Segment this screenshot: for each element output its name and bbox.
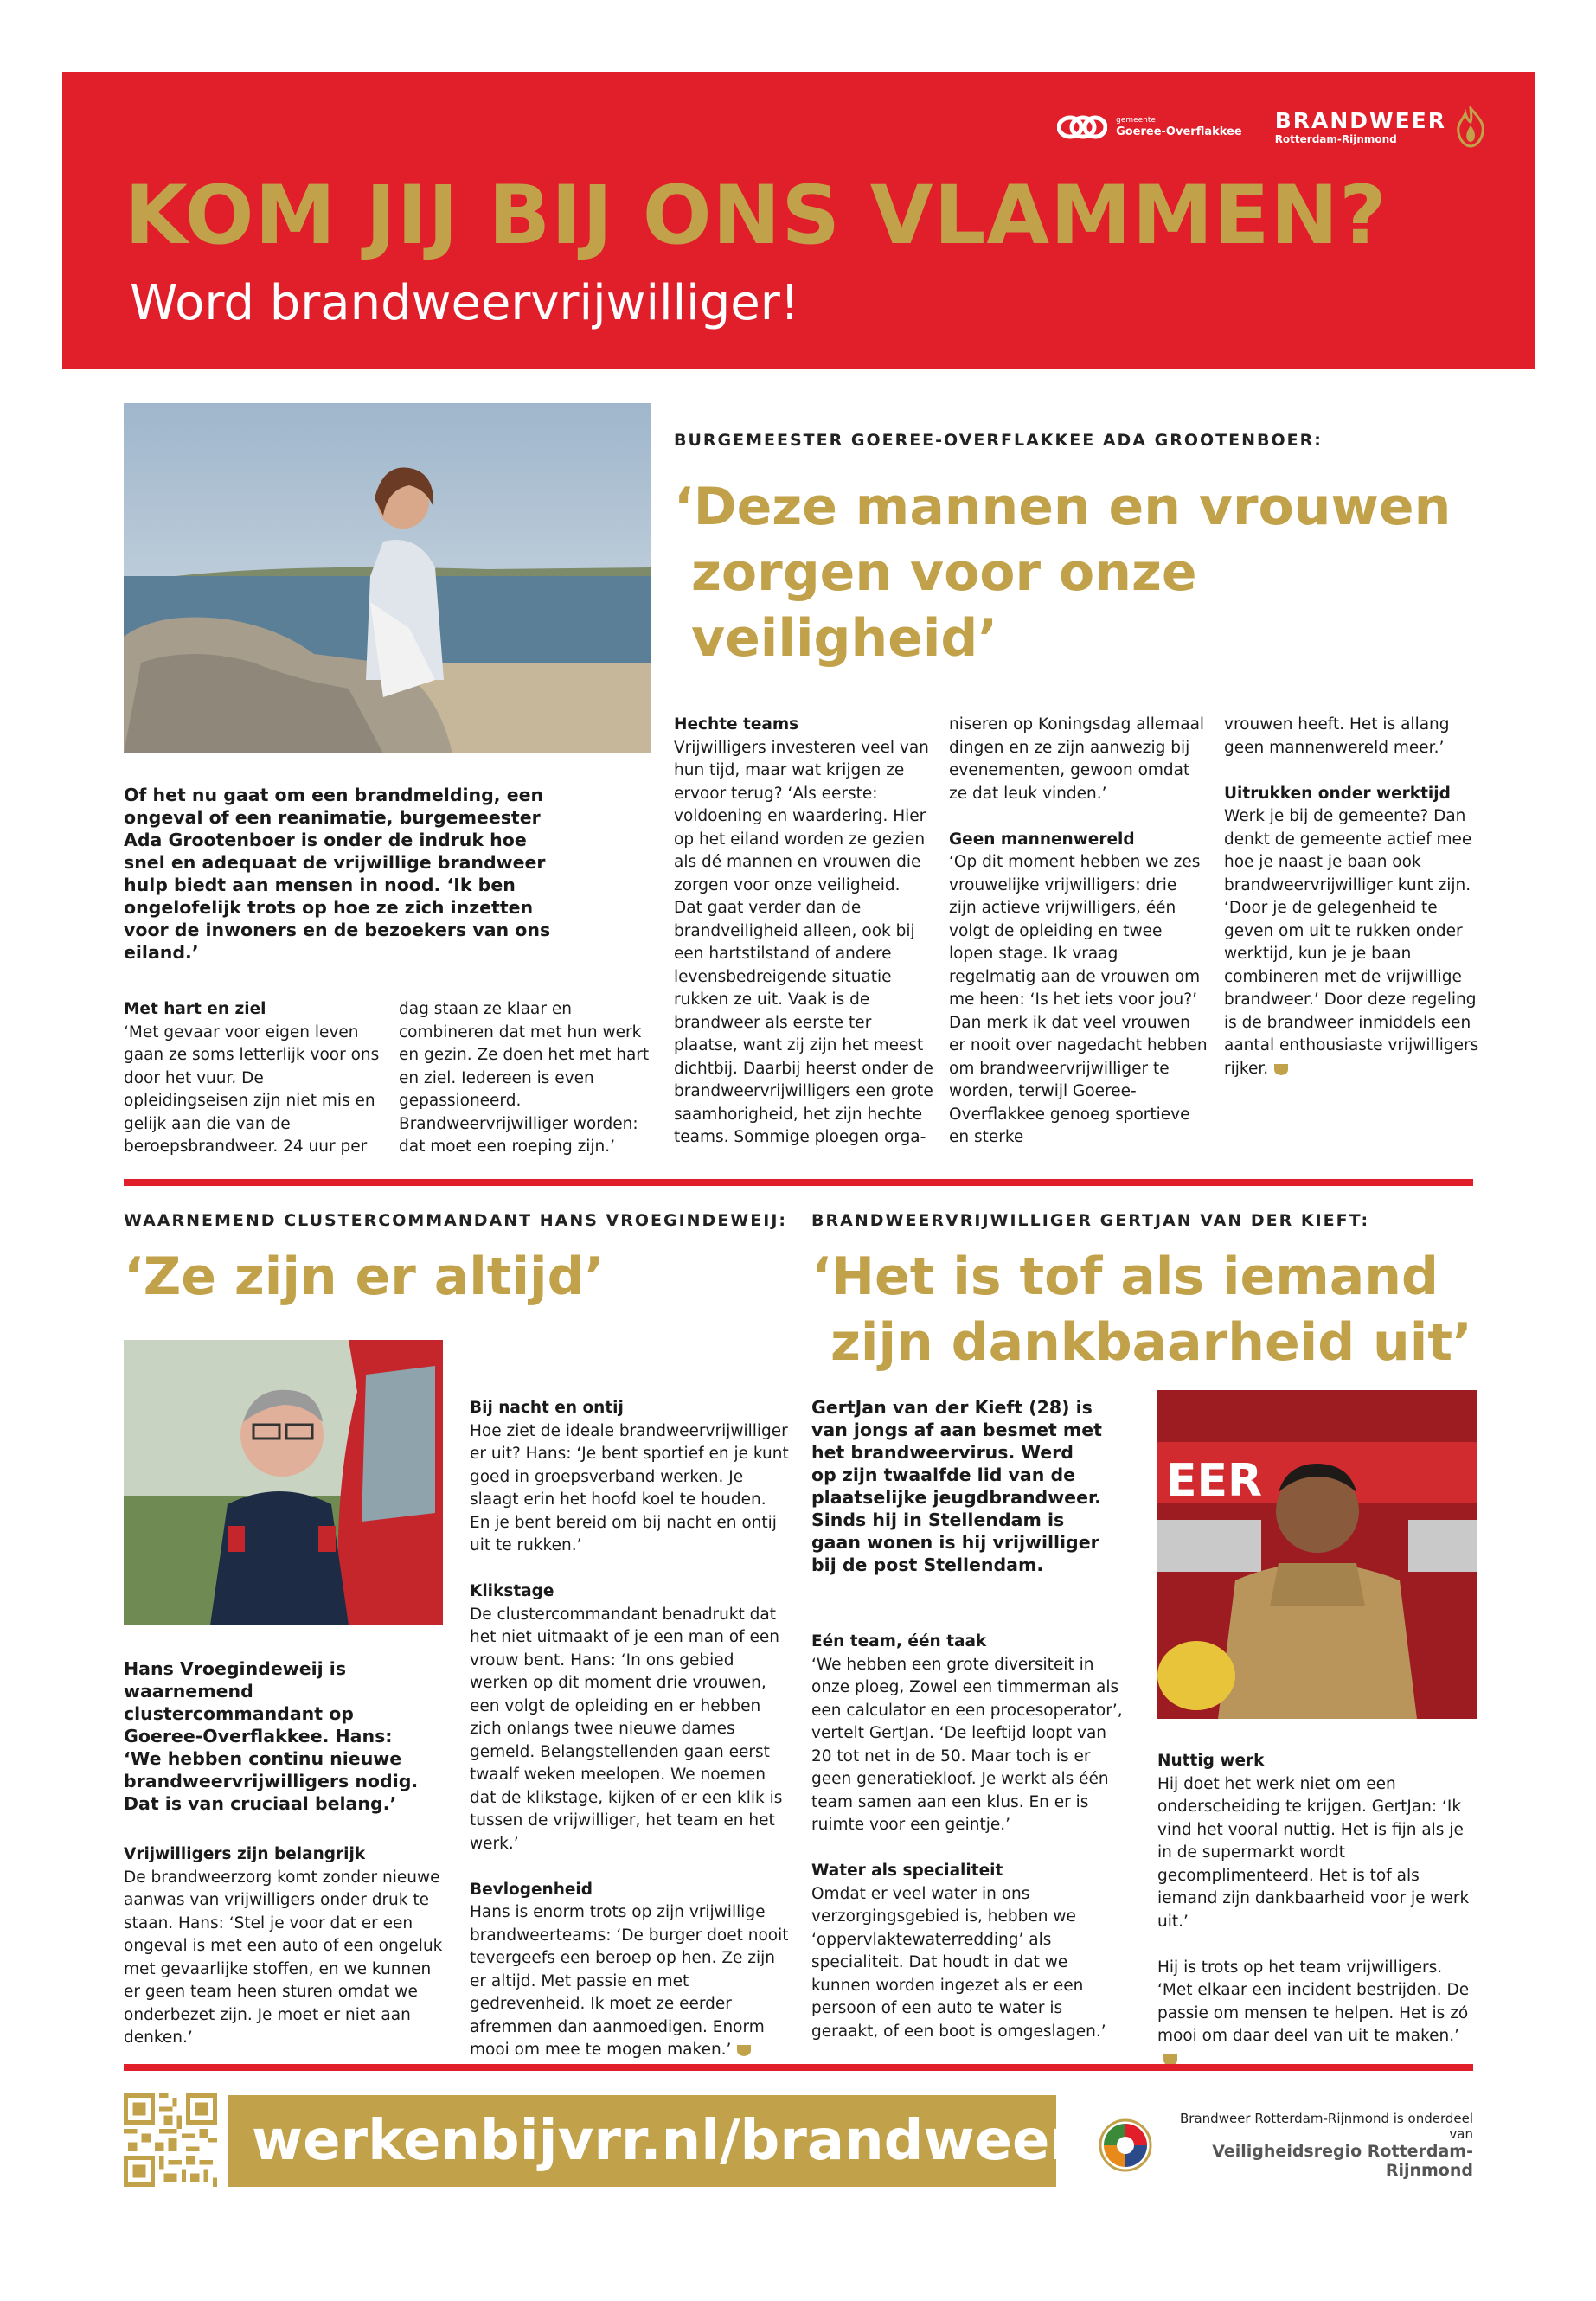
article3-intro: GertJan van der Kieft (28) is van jongs af aan besmet met het brandweervirus. Werd op zijn twaalfde lid van de plaatselijke jeugdbrandweer. Sinds hij in Stellendam is gaan wonen is hij vrijwilliger bij de post Stellendam. — [811, 1397, 1102, 1575]
veiligheidsregio-emblem-icon — [1099, 2118, 1152, 2172]
gemeente-label: gemeente — [1116, 116, 1156, 125]
paragraph-nuttig-werk: Hij doet het werk niet om een onderscheiding te krijgen. GertJan: ‘Ik vind het vooral nuttig. Het is fijn als je in de supermarkt wordt gecomplimenteerd. Het is tof als iemand zijn dankbaarheid voor je werk uit.’ — [1157, 1774, 1470, 1931]
paragraph-bevlogenheid — [470, 1901, 790, 2062]
heading-een-team: Eén team, één taak — [811, 1632, 987, 1650]
article2-title: ‘Ze zijn er altijd’ — [124, 1247, 605, 1307]
paragraph-vrijwilligers: De brandweerzorg komt zonder nieuwe aanwas van vrijwilligers onder druk te staan. Hans: ‘Stel je voor dat er een ongeval is met een auto of een ongeluk met gevaarlijke stoffen, en we kunnen er geen team heen sturen omdat we onderbezet zijn. Je moet er niet aan denken.’ — [124, 1868, 443, 2047]
article2-col2 — [470, 1397, 790, 2062]
photo-hans-vroegindeweij — [124, 1340, 443, 1625]
paragraph-uitrukken — [1224, 805, 1484, 1080]
paragraph-uitrukken-text: Werk je bij de gemeente? Dan denkt de gemeente actief mee hoe je naast je baan ook brandweervrijwilliger kunt zijn. ‘Door je de gelegenheid te geven om uit te rukken onder werktijd, kun je je baan combineren met de vrijwillige brandweer.’ Door deze regeling is de brandweer inmiddels een aantal enthousiaste vrijwilligers rijker. — [1224, 807, 1479, 1078]
article1-col1 — [124, 998, 383, 1159]
brandweer-region: Rotterdam-Rijnmond — [1274, 133, 1397, 145]
paragraph-bevlogenheid-text: Hans is enorm trots op zijn vrijwillige brandweerteams: ‘De burger doet nooit tevergeefs een beroep op hen. Ze zijn er altijd. Met passie en met gedrevenheid. Ik moet ze eerder afremmen dan aanmoedigen. Enorm mooi om mee te mogen maken.’ — [470, 1903, 789, 2059]
footer-line2: Veiligheidsregio Rotterdam-Rijnmond — [1212, 2142, 1473, 2180]
article3-title-line2: zijn dankbaarheid uit’ — [830, 1312, 1472, 1373]
heading-water: Water als specialiteit — [811, 1862, 1003, 1880]
article2-col1 — [124, 1843, 444, 2050]
article1-title-line1: ‘Deze mannen en vrouwen — [674, 477, 1452, 537]
paragraph-geen-mannenwereld-cont: vrouwen heeft. Het is allang geen mannenwereld meer.’ — [1224, 715, 1450, 757]
sub-headline: Word brandweervrijwilliger! — [130, 275, 800, 331]
brandweer-logo — [1275, 106, 1488, 148]
article3-title — [811, 1244, 1486, 1375]
footer-line1: Brandweer Rotterdam-Rijnmond is onderdeel van — [1180, 2111, 1473, 2142]
paragraph-een-team: ‘We hebben een grote diversiteit in onze ploeg, Zowel een timmerman als een calculator en een procesoperator’, vertelt GertJan. ‘De leeftijd loopt van 20 tot net in de 50. Maar toch is er geen generatiekloof. Je werkt als één team samen aan een klus. En er is ruimte voor een geintje.’ — [811, 1655, 1123, 1834]
heading-nacht-ontij: Bij nacht en ontij — [470, 1399, 624, 1417]
flame-icon — [1453, 106, 1488, 148]
truck-lettering: EER — [1166, 1455, 1263, 1507]
article3-kicker: BRANDWEERVRIJWILLIGER GERTJAN VAN DER KIEFT: — [811, 1211, 1370, 1230]
heading-bevlogenheid: Bevlogenheid — [470, 1880, 593, 1899]
header-logos — [1057, 106, 1488, 148]
heading-geen-mannenwereld: Geen mannenwereld — [949, 830, 1135, 849]
section-divider-bottom — [124, 2064, 1473, 2071]
article1-title-line2: zorgen voor onze veiligheid’ — [691, 542, 1197, 669]
article2-kicker: WAARNEMEND CLUSTERCOMMANDANT HANS VROEGINDEWEIJ: — [124, 1211, 787, 1230]
article1-col5 — [1224, 714, 1484, 1080]
gemeente-logo — [1057, 112, 1242, 142]
footer-organisation — [1099, 2111, 1473, 2180]
heading-uitrukken: Uitrukken onder werktijd — [1224, 784, 1451, 803]
photo-gertjan-van-der-kieft — [1157, 1390, 1477, 1719]
article2-intro: Hans Vroegindeweij is waarnemend clustercommandant op Goeree-Overflakkee. Hans: ‘We hebben continu nieuwe brandweervrijwilligers nodig. Dat is van cruciaal belang.’ — [124, 1658, 419, 1814]
article3-col2 — [1157, 1750, 1477, 2071]
heading-met-hart: Met hart en ziel — [124, 1000, 266, 1018]
end-shield-icon — [736, 2043, 752, 2057]
article1-col3 — [674, 714, 933, 1150]
paragraph-trots-text: Hij is trots op het team vrijwilligers. ‘Met elkaar een incident bestrijden. De passie om mensen te helpen. Het is zó mooi om daar deel van uit te maken.’ — [1157, 1958, 1470, 2045]
paragraph-met-hart-a: ‘Met gevaar voor eigen leven gaan ze soms letterlijk voor ons door het vuur. De opleidingseisen zijn niet mis en gelijk aan die van de beroepsbrandweer. 24 uur per — [124, 1022, 380, 1156]
heading-vrijwilligers: Vrijwilligers zijn belangrijk — [124, 1845, 366, 1863]
brandweer-name: BRANDWEER — [1274, 108, 1446, 133]
gemeente-rings-icon — [1057, 112, 1107, 142]
end-shield-icon — [1273, 1062, 1289, 1076]
article1-col2 — [399, 998, 658, 1159]
gemeente-name: Goeree-Overflakkee — [1116, 125, 1242, 138]
header-banner — [62, 72, 1535, 369]
main-headline: KOM JIJ BIJ ONS VLAMMEN? — [125, 169, 1388, 263]
article3-title-line1: ‘Het is tof als iemand — [811, 1247, 1439, 1307]
recruitment-url-link[interactable]: werkenbijvrr.nl/brandweer — [228, 2095, 1056, 2187]
heading-klikstage: Klikstage — [470, 1582, 554, 1600]
photo-ada-grootenboer — [124, 403, 651, 753]
article1-col4 — [949, 714, 1208, 1150]
paragraph-klikstage: De clustercommandant benadrukt dat het niet uitmaakt of je een man of een vrouw bent. Hans: ‘In ons gebied werken op dit moment drie vrouwen, een volgt de opleiding en er hebben zich onlangs twee nieuwe dames gemeld. Belangstellenden gaan eerst twaalf weken meelopen. We noemen dat de klikstage, kijken of er een klik is tussen de vrijwilliger, het team en het werk.’ — [470, 1605, 783, 1853]
paragraph-hechte-teams: Vrijwilligers investeren veel van hun tijd, maar wat krijgen ze ervoor terug? ‘Als eerste: voldoening en waardering. Hier op het eiland worden ze gezien als dé mannen en vrouwen die zorgen voor onze veiligheid. Dat gaat verder dan de brandveiligheid alleen, ook bij een hartstilstand of andere levensbedreigende situatie rukken ze uit. Vaak is de brandweer als eerste ter plaatse, want zij zijn het meest dichtbij. Daarbij heerst onder de brandweervrijwilligers een grote saamhorigheid, het zijn hechte teams. Sommige ploegen orga- — [674, 738, 933, 1146]
paragraph-met-hart-b: dag staan ze klaar en combineren dat met hun werk en gezin. Ze doen het met hart en ziel. Iedereen is even gepassioneerd. Brandweervrijwilliger worden: dat moet een roeping zijn.’ — [399, 1000, 650, 1156]
paragraph-water: Omdat er veel water in ons verzorgingsgebied is, hebben we ‘oppervlaktewaterredding’ als specialiteit. Dat houdt in dat we kunnen worden ingezet als er een persoon of een auto te water is geraakt, of een boot is omgeslagen.’ — [811, 1884, 1106, 2041]
section-divider-top — [124, 1179, 1473, 1186]
article3-col1 — [811, 1631, 1131, 2043]
paragraph-trots — [1157, 1957, 1477, 2072]
paragraph-hechte-teams-cont: niseren op Koningsdag allemaal dingen en ze zijn aanwezig bij evenementen, gewoon omdat ze dat leuk vinden.’ — [949, 715, 1205, 803]
article1-intro: Of het nu gaat om een brandmelding, een ongeval of een reanimatie, burgemeester Ada Grootenboer is onder de indruk hoe snel en adequaat de vrijwillige brandweer hulp biedt aan mensen in nood. ‘Ik ben ongelofelijk trots op hoe ze zich inzetten voor de inwoners en de bezoekers van ons eiland.’ — [124, 785, 551, 963]
paragraph-nacht-ontij: Hoe ziet de ideale brandweervrijwilliger er uit? Hans: ‘Je bent sportief en je kunt goed in groepsverband werken. Je slaagt erin het hoofd koel te houden. En je bent bereid om bij nacht en ontij uit te rukken.’ — [470, 1421, 789, 1554]
article1-title — [674, 474, 1487, 671]
qr-code[interactable] — [124, 2093, 217, 2187]
paragraph-geen-mannenwereld: ‘Op dit moment hebben we zes vrouwelijke vrijwilligers: drie zijn actieve vrijwilligers, één volgt de opleiding en twee lopen stage. Ik vraag regelmatig aan de vrouwen om me heen: ‘Is het iets voor jou?’ Dan merk ik dat veel vrouwen er nooit over nagedacht hebben om brandweervrijwilliger te worden, terwijl Goeree-Overflakkee genoeg sportieve en sterke — [949, 853, 1208, 1146]
heading-nuttig-werk: Nuttig werk — [1157, 1752, 1265, 1770]
article1-kicker: BURGEMEESTER GOEREE-OVERFLAKKEE ADA GROOTENBOER: — [674, 431, 1323, 450]
heading-hechte-teams: Hechte teams — [674, 715, 799, 734]
